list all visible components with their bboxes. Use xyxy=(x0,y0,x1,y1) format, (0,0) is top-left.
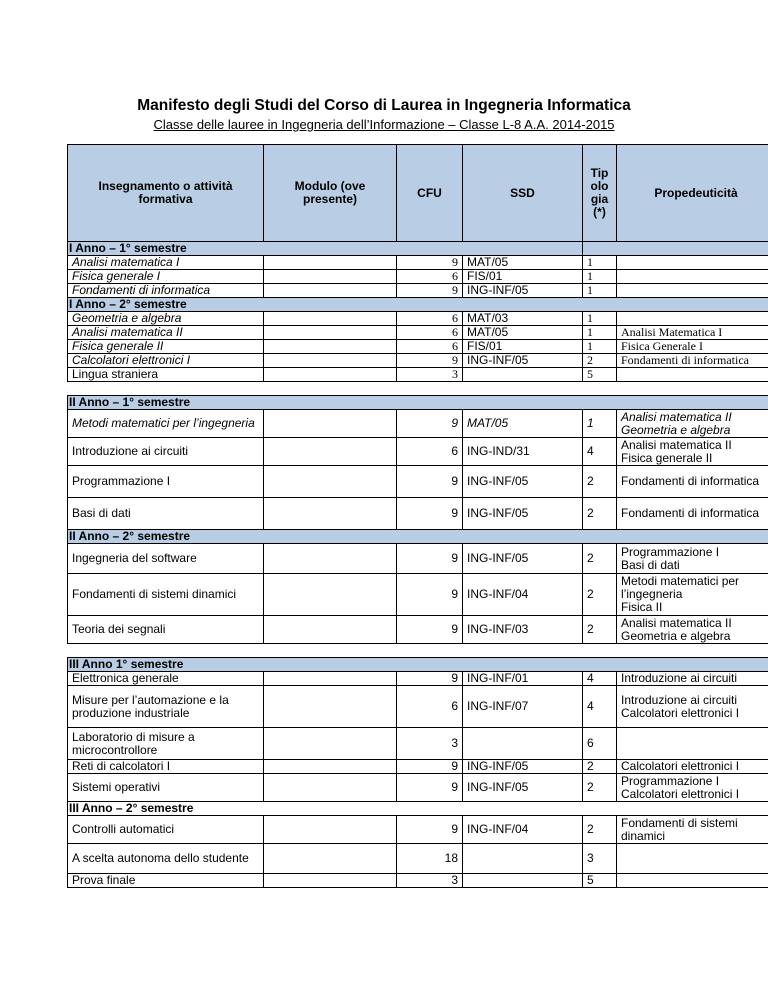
propedeuticita-value xyxy=(617,410,768,438)
header-modulo: Modulo (ove presente) xyxy=(264,145,397,242)
document-subtitle: Classe delle lauree in Ingegneria dell’Informazione – Classe L-8 A.A. 2014-2015 xyxy=(153,117,615,132)
table-row xyxy=(68,774,768,802)
propedeuticita-value: Introduzione ai circuiti xyxy=(617,672,768,686)
tipologia-value: 4 xyxy=(583,438,617,466)
propedeuticita-value xyxy=(617,544,768,574)
cfu-value: 6 xyxy=(397,686,463,728)
study-plan-table xyxy=(67,144,768,888)
prereq-line: Calcolatori elettronici I xyxy=(621,786,740,801)
course-name: Misure per l’automazione e la produzione industriale xyxy=(68,686,264,728)
tipologia-value: 2 xyxy=(583,466,617,498)
course-name: Programmazione I xyxy=(68,466,264,498)
table-row xyxy=(68,340,768,354)
section-row xyxy=(68,242,768,256)
cfu-value: 6 xyxy=(397,326,463,340)
table-row xyxy=(68,544,768,574)
tipologia-value: 1 xyxy=(583,284,617,298)
ssd-value: ING-INF/04 xyxy=(463,816,583,844)
course-name: Fisica generale II xyxy=(68,340,264,354)
cfu-value: 9 xyxy=(397,616,463,644)
table-row xyxy=(68,270,768,284)
table-row xyxy=(68,816,768,844)
prereq-line: Analisi matematica II xyxy=(621,615,732,630)
tipologia-value: 5 xyxy=(583,368,617,382)
propedeuticita-value xyxy=(617,312,768,326)
course-name: Elettronica generale xyxy=(68,672,264,686)
ssd-value: ING-INF/05 xyxy=(463,544,583,574)
tipologia-value: 6 xyxy=(583,728,617,760)
cfu-value: 9 xyxy=(397,256,463,270)
ssd-value: ING-INF/05 xyxy=(463,760,583,774)
course-name: Reti di calcolatori I xyxy=(68,760,264,774)
table-header-row xyxy=(68,145,768,242)
table-row xyxy=(68,368,768,382)
ssd-value: FIS/01 xyxy=(463,340,583,354)
propedeuticita-value xyxy=(617,256,768,270)
section-row xyxy=(68,298,768,312)
ssd-value: MAT/05 xyxy=(463,410,583,438)
ssd-value: ING-IND/31 xyxy=(463,438,583,466)
propedeuticita-value: Fondamenti di sistemi dinamici xyxy=(617,816,768,844)
propedeuticita-value: Fisica Generale I xyxy=(617,340,768,354)
ssd-value xyxy=(463,728,583,760)
propedeuticita-value xyxy=(617,574,768,616)
prereq-line: Geometria e algebra xyxy=(621,422,731,437)
prereq-line: Geometria e algebra xyxy=(621,628,731,643)
cfu-value: 9 xyxy=(397,574,463,616)
cfu-value: 18 xyxy=(397,844,463,874)
cfu-value: 6 xyxy=(397,340,463,354)
table-row xyxy=(68,672,768,686)
course-name: Basi di dati xyxy=(68,498,264,530)
course-name: A scelta autonoma dello studente xyxy=(68,844,264,874)
prereq-line: Analisi matematica II xyxy=(621,409,732,424)
course-name: Fisica generale I xyxy=(68,270,264,284)
tipologia-value: 4 xyxy=(583,686,617,728)
header-cfu: CFU xyxy=(397,145,463,242)
tipologia-value: 3 xyxy=(583,844,617,874)
course-name: Fondamenti di informatica xyxy=(68,284,264,298)
section-title: III Anno 1° semestre xyxy=(68,658,768,672)
propedeuticita-value xyxy=(617,368,768,382)
tipologia-value: 4 xyxy=(583,672,617,686)
table-row xyxy=(68,466,768,498)
tipologia-value: 2 xyxy=(583,498,617,530)
tipologia-value: 1 xyxy=(583,270,617,284)
course-name: Controlli automatici xyxy=(68,816,264,844)
ssd-value: FIS/01 xyxy=(463,270,583,284)
propedeuticita-value xyxy=(617,270,768,284)
course-name: Geometria e algebra xyxy=(68,312,264,326)
ssd-value xyxy=(463,874,583,888)
table-row xyxy=(68,844,768,874)
propedeuticita-value: Fondamenti di informatica xyxy=(617,466,768,498)
section-title: I Anno – 1° semestre xyxy=(68,242,583,256)
prereq-line: Analisi matematica II xyxy=(621,437,732,452)
prereq-line: Programmazione I xyxy=(621,773,720,788)
header-tipologia: Tip olo gia (*) xyxy=(583,145,617,242)
course-name: Sistemi operativi xyxy=(68,774,264,802)
ssd-value: ING-INF/05 xyxy=(463,774,583,802)
table-row xyxy=(68,760,768,774)
document-title: Manifesto degli Studi del Corso di Laurea in Ingegneria Informatica xyxy=(137,97,631,114)
cfu-value: 6 xyxy=(397,312,463,326)
ssd-value: ING-INF/05 xyxy=(463,498,583,530)
cfu-value: 9 xyxy=(397,354,463,368)
ssd-value: ING-INF/05 xyxy=(463,354,583,368)
cfu-value: 9 xyxy=(397,284,463,298)
section-row xyxy=(68,802,768,816)
course-name: Teoria dei segnali xyxy=(68,616,264,644)
header-propedeuticita: Propedeuticità xyxy=(617,145,768,242)
table-row xyxy=(68,498,768,530)
table-row xyxy=(68,284,768,298)
cfu-value: 6 xyxy=(397,438,463,466)
course-name: Lingua straniera xyxy=(68,368,264,382)
ssd-value: ING-INF/07 xyxy=(463,686,583,728)
section-title: III Anno – 2° semestre xyxy=(68,802,768,816)
cfu-value: 3 xyxy=(397,728,463,760)
prereq-line: Metodi matematici per l’ingegneria xyxy=(621,574,740,601)
ssd-value: ING-INF/05 xyxy=(463,284,583,298)
ssd-value: MAT/03 xyxy=(463,312,583,326)
propedeuticita-value: Analisi Matematica I xyxy=(617,326,768,340)
course-name: Fondamenti di sistemi dinamici xyxy=(68,574,264,616)
course-name: Metodi matematici per l’ingegneria xyxy=(68,410,264,438)
tipologia-value: 2 xyxy=(583,574,617,616)
cfu-value: 9 xyxy=(397,774,463,802)
propedeuticita-value xyxy=(617,284,768,298)
prereq-line: Fisica generale II xyxy=(621,450,713,465)
section-title: II Anno – 2° semestre xyxy=(68,530,768,544)
ssd-value xyxy=(463,368,583,382)
cfu-value: 9 xyxy=(397,498,463,530)
propedeuticita-value xyxy=(617,686,768,728)
ssd-value: MAT/05 xyxy=(463,256,583,270)
course-name: Laboratorio di misure a microcontrollore xyxy=(68,728,264,760)
ssd-value: MAT/05 xyxy=(463,326,583,340)
propedeuticita-value: Fondamenti di informatica xyxy=(617,354,768,368)
section-row xyxy=(68,658,768,672)
table-row xyxy=(68,312,768,326)
propedeuticita-value xyxy=(617,874,768,888)
propedeuticita-value xyxy=(617,774,768,802)
prereq-line: Calcolatori elettronici I xyxy=(621,705,740,720)
table-row xyxy=(68,574,768,616)
tipologia-value: 1 xyxy=(583,340,617,354)
header-ssd: SSD xyxy=(463,145,583,242)
tipologia-value: 2 xyxy=(583,816,617,844)
course-name: Prova finale xyxy=(68,874,264,888)
ssd-value xyxy=(463,844,583,874)
table-row xyxy=(68,326,768,340)
tipologia-value: 2 xyxy=(583,544,617,574)
propedeuticita-value: Fondamenti di informatica xyxy=(617,498,768,530)
propedeuticita-value xyxy=(617,728,768,760)
prereq-line: Fisica II xyxy=(621,600,663,614)
ssd-value: ING-INF/04 xyxy=(463,574,583,616)
tipologia-value: 5 xyxy=(583,874,617,888)
propedeuticita-value: Calcolatori elettronici I xyxy=(617,760,768,774)
table-row xyxy=(68,874,768,888)
section-title: II Anno – 1° semestre xyxy=(68,396,768,410)
cfu-value: 9 xyxy=(397,544,463,574)
cfu-value: 9 xyxy=(397,466,463,498)
cfu-value: 3 xyxy=(397,874,463,888)
ssd-value: ING-INF/01 xyxy=(463,672,583,686)
propedeuticita-value xyxy=(617,844,768,874)
table-row xyxy=(68,354,768,368)
cfu-value: 9 xyxy=(397,760,463,774)
propedeuticita-value xyxy=(617,438,768,466)
course-name: Analisi matematica I xyxy=(68,256,264,270)
section-row xyxy=(68,530,768,544)
tipologia-value: 2 xyxy=(583,354,617,368)
tipologia-value: 1 xyxy=(583,410,617,438)
tipologia-value: 1 xyxy=(583,312,617,326)
propedeuticita-value xyxy=(617,616,768,644)
tipologia-value: 1 xyxy=(583,256,617,270)
prereq-line: Introduzione ai circuiti xyxy=(621,692,738,707)
table-row xyxy=(68,616,768,644)
table-row xyxy=(68,410,768,438)
cfu-value: 3 xyxy=(397,368,463,382)
cfu-value: 9 xyxy=(397,672,463,686)
cfu-value: 9 xyxy=(397,410,463,438)
table-row xyxy=(68,686,768,728)
table-row xyxy=(68,728,768,760)
course-name: Ingegneria del software xyxy=(68,544,264,574)
prereq-line: Programmazione I xyxy=(621,544,720,559)
course-name: Calcolatori elettronici I xyxy=(68,354,264,368)
tipologia-value: 2 xyxy=(583,616,617,644)
cfu-value: 9 xyxy=(397,816,463,844)
cfu-value: 6 xyxy=(397,270,463,284)
table-row xyxy=(68,438,768,466)
ssd-value: ING-INF/05 xyxy=(463,466,583,498)
tipologia-value: 1 xyxy=(583,326,617,340)
section-row xyxy=(68,396,768,410)
ssd-value: ING-INF/03 xyxy=(463,616,583,644)
prereq-line: Basi di dati xyxy=(621,557,680,572)
tipologia-value: 2 xyxy=(583,774,617,802)
section-title: I Anno – 2° semestre xyxy=(68,298,768,312)
course-name: Introduzione ai circuiti xyxy=(68,438,264,466)
tipologia-value: 2 xyxy=(583,760,617,774)
table-row xyxy=(68,256,768,270)
header-insegnamento: Insegnamento o attività formativa xyxy=(68,145,264,242)
course-name: Analisi matematica II xyxy=(68,326,264,340)
